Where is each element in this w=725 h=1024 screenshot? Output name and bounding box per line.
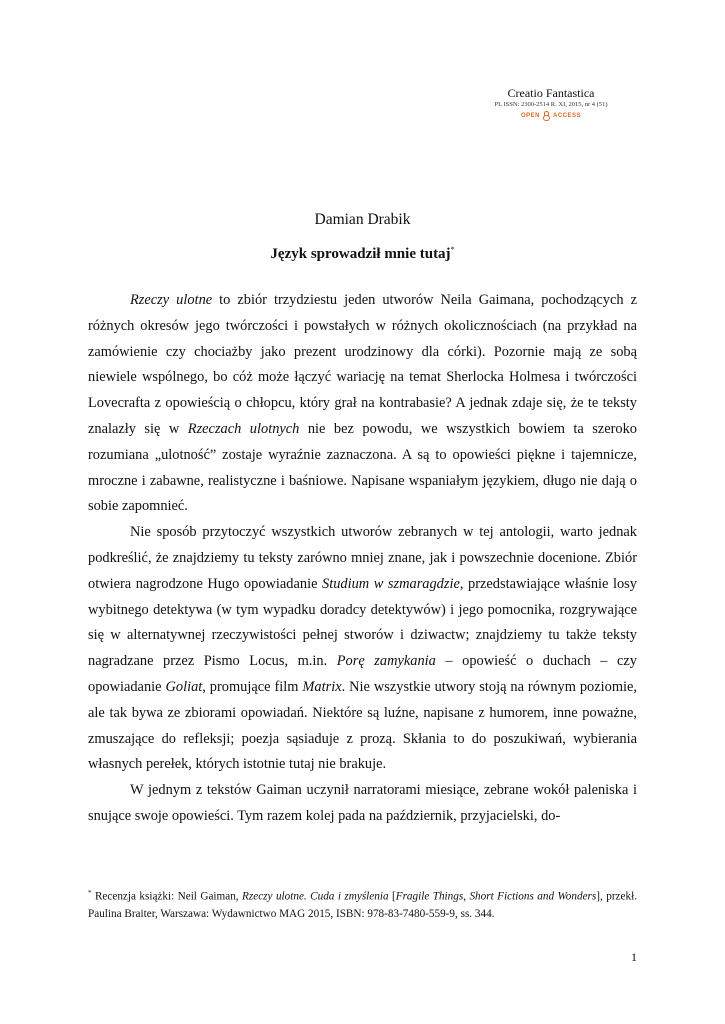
title-text: Język sprowadził mnie tutaj — [270, 246, 451, 262]
text-run: – opowieść o duchach – czy opowiadanie — [88, 653, 637, 695]
text-run: Recenzja książki: Neil Gaiman, — [91, 890, 243, 903]
footnote-text — [88, 891, 637, 920]
page-number: 1 — [631, 950, 637, 964]
italic-title-run: Rzeczach ulotnych — [187, 420, 300, 437]
text-run: W jednym z tekstów Gaiman uczynił narratorami miesiące, zebrane wokół paleniska i snujące swoje opowieści. Tym razem kolej pada na październik, przyjacielski, do- — [88, 782, 637, 824]
text-run: , przedstawiające właśnie losy wybitnego detektywa (w tym wypadku doradcy detektywów) i jego pomocnika, rozgrywające się w alternatywnej rzeczywistości pełnej stworów i dziwactw; znajdziemy tu także teksty nagradzane przez Pismo Locus, m.in. — [88, 575, 637, 670]
italic-title-run: Rzeczy ulotne. Cuda i zmyślenia — [242, 890, 389, 903]
body-paragraph — [88, 778, 637, 830]
text-run: ], przekł. Paulina Braiter, Warszawa: Wydawnictwo MAG 2015, ISBN: 978-83-7480-559-9, ss. 344. — [88, 890, 637, 920]
text-run: Nie sposób przytoczyć wszystkich utworów zebranych w tej antologii, warto jednak podkreślić, że znajdziemy tu teksty zarówno mniej znane, jak i powszechnie docenione. Zbiór otwiera nagrodzone Hugo opowiadanie — [88, 524, 637, 592]
journal-header — [481, 86, 621, 121]
open-access-badge[interactable] — [481, 111, 621, 121]
footnote — [88, 885, 637, 923]
italic-title-run: Matrix — [302, 678, 342, 695]
body-paragraph — [88, 288, 637, 520]
article-body — [88, 288, 637, 830]
journal-name: Creatio Fantastica — [507, 86, 595, 100]
title-footnote-mark[interactable]: * — [450, 245, 455, 254]
open-label: OPEN — [520, 113, 540, 119]
body-paragraph — [88, 520, 637, 778]
text-run: . Nie wszystkie utwory stoją na równym poziomie, ale tak bywa ze zbiorami opowiadań. Niektóre są luźne, napisane z humorem, inne poważne, zmuszające do refleksji; poezja sąsiaduje z prozą. Skłania to do poszukiwań, wybierania własnych perełek, których istotnie tutaj nie brakuje. — [88, 678, 637, 773]
journal-meta: PL ISSN: 2300-2514 R. XI, 2015, nr 4 (51) — [494, 101, 608, 108]
italic-title-run: Studium w szmaragdzie — [322, 575, 460, 592]
author-name: Damian Drabik — [314, 211, 411, 228]
italic-title-run: Fragile Things, Short Fictions and Wonders — [395, 890, 597, 903]
footnote-mark: * — [88, 889, 92, 897]
access-label: ACCESS — [553, 113, 582, 119]
text-run: nie bez powodu, we wszystkich bowiem ta szeroko rozumiana „ulotność” zostaje wyraźnie zaznaczona. A są to opowieści piękne i tajemnicze, mroczne i zabawne, realistyczne i baśniowe. Napisane wspaniałym językiem, długo nie dają o sobie zapomnieć. — [88, 420, 638, 515]
text-run: , promujące film — [202, 678, 303, 695]
text-run: to zbiór trzydziestu jeden utworów Neila Gaimana, pochodzących z różnych okresów jego twórczości i powstałych w różnych okolicznościach (na przykład na zamówienie czy chociażby jako prezent urodzinowy dla córki). Pozornie mają ze sobą niewiele wspólnego, bo cóż może łączyć wariację na temat Sherlocka Holmesa i twórczości Lovecrafta z opowieścią o chłopcu, który grał na kontrabasie? A jednak zdaje się, że te teksty znalazły się w — [88, 292, 637, 437]
italic-title-run: Rzeczy ulotne — [130, 292, 213, 308]
italic-title-run: Goliat — [165, 678, 203, 695]
article-title — [0, 245, 725, 263]
text-run: [ — [388, 890, 396, 903]
open-lock-icon — [543, 111, 550, 121]
italic-title-run: Porę zamykania — [336, 653, 436, 670]
